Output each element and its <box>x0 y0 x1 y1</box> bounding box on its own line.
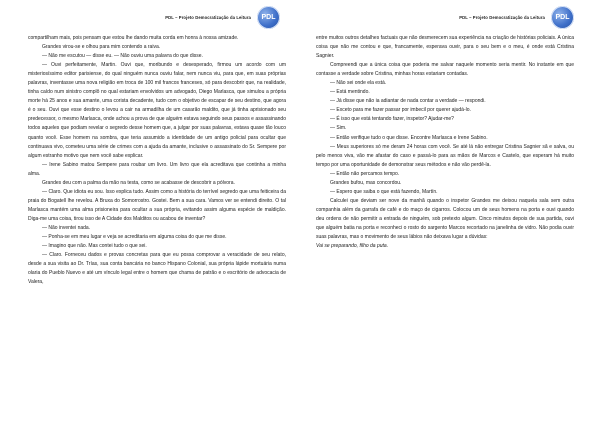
paragraph: — Não inventei nada. <box>42 224 91 231</box>
paragraph: — Imagino que não. Mas contei tudo o que sei. <box>42 243 147 250</box>
page-header <box>316 0 574 34</box>
paragraph: — Meus superiores só me deram 24 horas com você. Se até lá não entregar Cristina Sagnier sã e salva, ou pelo menos viva, vão me afastar do caso e passá-lo para as mãos de Marcos e Castelo, que esperam há muito tempo por uma oportunidade de demonstrar seus métodos e não vão perdê-la. <box>316 143 574 168</box>
paragraph: — Ponha-se em meu lugar e veja se acreditaria em alguma coisa do que me disse. <box>42 234 227 241</box>
pdl-logo-icon <box>257 6 280 29</box>
paragraph: — Claro. Forneceu dados e provas concretas para que eu possa comprovar a veracidade de seu relato, desde a sua visita ao Dr. Trías, sua conta bancária no banco Hispano Colonial, sua própria lápide mortuária numa olaria do Pueblo Nuevo e até um vínculo legal entre o homem que chama de patrão e o escritório de advocacia de Valera, <box>28 252 286 286</box>
paragraph: — Já disse que não ia adiantar de nada contar a verdade — respondi. <box>330 98 486 105</box>
header-title: PDL – Projeto Democratização da Leitura <box>165 14 251 20</box>
paragraph: compartilham mais, pois pensam que estou lhe dando muita corda em honra à nossa amizade. <box>28 35 239 41</box>
logo-text: PDL <box>555 13 570 21</box>
paragraph: Vai se preparando, filho da puta. <box>316 243 389 250</box>
right-page-text <box>316 34 574 251</box>
pdl-logo-icon <box>551 6 574 29</box>
paragraph: Grandes deu com a palma da mão na testa, como se acabasse de descobrir a pólvora. <box>42 179 235 186</box>
paragraph: — Sim. <box>330 125 347 132</box>
logo-text: PDL <box>261 13 276 21</box>
paragraph: — Então não percamos tempo. <box>330 170 400 177</box>
paragraph: — Então verifique tudo o que disse. Encontre Marlasca e Irene Sabino. <box>330 134 488 141</box>
paragraph: — Ouvi perfeitamente, Martin. Ouvi que, moribundo e desesperado, firmou um acordo com um misteriosíssimo editor parisiense, do qual ninguém nunca ouviu falar, nem nunca viu, para que, em suas próprias palavras, inventasse uma nova religião em troca de 100 mil francos franceses, só para descobrir que, na realidade, tinha caído num sinistro complô no qual estariam envolvidos um advogado, Diego Marlasca, que simulou a própria morte há 25 anos e sua amante, uma corista decadente, tudo com o objetivo de escapar de seu destino, que agora é o seu. Ouvi que esse destino o levou a cair na armadilha de um casarão maldito, que já tinha aprisionado seu predecessor, o mesmo Marlasca, onde achou a prova de que alguém estava seguindo seus passos e assassinando todos aqueles que podiam revelar o segredo desse homem que, a julgar por suas palavras, estava quase tão louco quanto você. Esse homem na sombra, que teria assumido a identidade de um antigo policial para ocultar que continuava vivo, cometeu uma série de crimes com a ajuda da amante, inclusive o assassinato do Sr. Sempere por algum estranho motivo que nem você sabe explicar. <box>28 62 286 159</box>
paragraph: — É isso que está tentando fazer, inspetor? Ajudar-me? <box>330 116 454 123</box>
right-page <box>300 0 600 424</box>
paragraph: Calculei que deviam ser nove da manhã quando o inspetor Grandes me deixou naquela sala sem outra companhia além da garrafa de café e do maço de cigarros. Colocou um de seus homens na porta e ouvi quando deu ordens de não permitir a entrada de ninguém, sob pretexto algum. Cinco minutos depois de sua partida, ouvi que alguém batia na porta e reconheci o rosto do sargento Marcos recortado na janelinha de vidro. Não podia ouvir suas palavras, mas o movimento de seus lábios não deixava lugar a dúvidas: <box>316 197 574 241</box>
paragraph: entre muitos outros detalhes factuais que não desmerecem sua experiência na criação de histórias policiais. A única coisa que não me contou e que, francamente, esperava ouvir, para o seu bem e o meu, é onde está Cristina Sagnier. <box>316 35 574 60</box>
paragraph: — Claro. Que idiota eu sou. Isso explica tudo. Assim como a história do terrível segredo que uma feiticeira da praia do Bogatell lhe revelou. A Bruxa do Somorrostro. Gostei. Bem a sua cara. Vamos ver se entendi direito. O tal Marlasca mantém uma alma prisioneira para ocultar a sua própria, evitando assim alguma espécie de maldição. Diga-me uma coisa, tirou isso de A Cidade dos Malditos ou acabou de inventar? <box>28 188 286 222</box>
page-header <box>28 0 286 34</box>
paragraph: — Não sei onde ela está. <box>330 80 387 87</box>
paragraph: — Espero que saiba o que está fazendo, Martín. <box>330 188 438 195</box>
paragraph: Grandes bufou, mas concordou. <box>330 179 402 186</box>
left-page-text <box>28 34 286 287</box>
paragraph: — Irene Sabino matou Sempere para roubar um livro. Um livro que ela acreditava que continha a minha alma. <box>28 161 286 177</box>
paragraph: — Está mentindo. <box>330 89 370 96</box>
paragraph: — Não me escutou — disse eu. — Não ouviu uma palavra do que disse. <box>42 53 203 60</box>
paragraph: Compreendi que a única coisa que poderia me salvar naquele momento seria mentir. No instante em que contasse a verdade sobre Cristina, minhas horas estariam contadas. <box>316 62 574 78</box>
header-title: PDL – Projeto Democratização da Leitura <box>459 14 545 20</box>
paragraph: — Exceto para me fazer passar por imbecil por querer ajudá-lo. <box>330 107 471 114</box>
paragraph: Grandes virou-se e olhou para mim contendo a raiva. <box>42 44 161 51</box>
